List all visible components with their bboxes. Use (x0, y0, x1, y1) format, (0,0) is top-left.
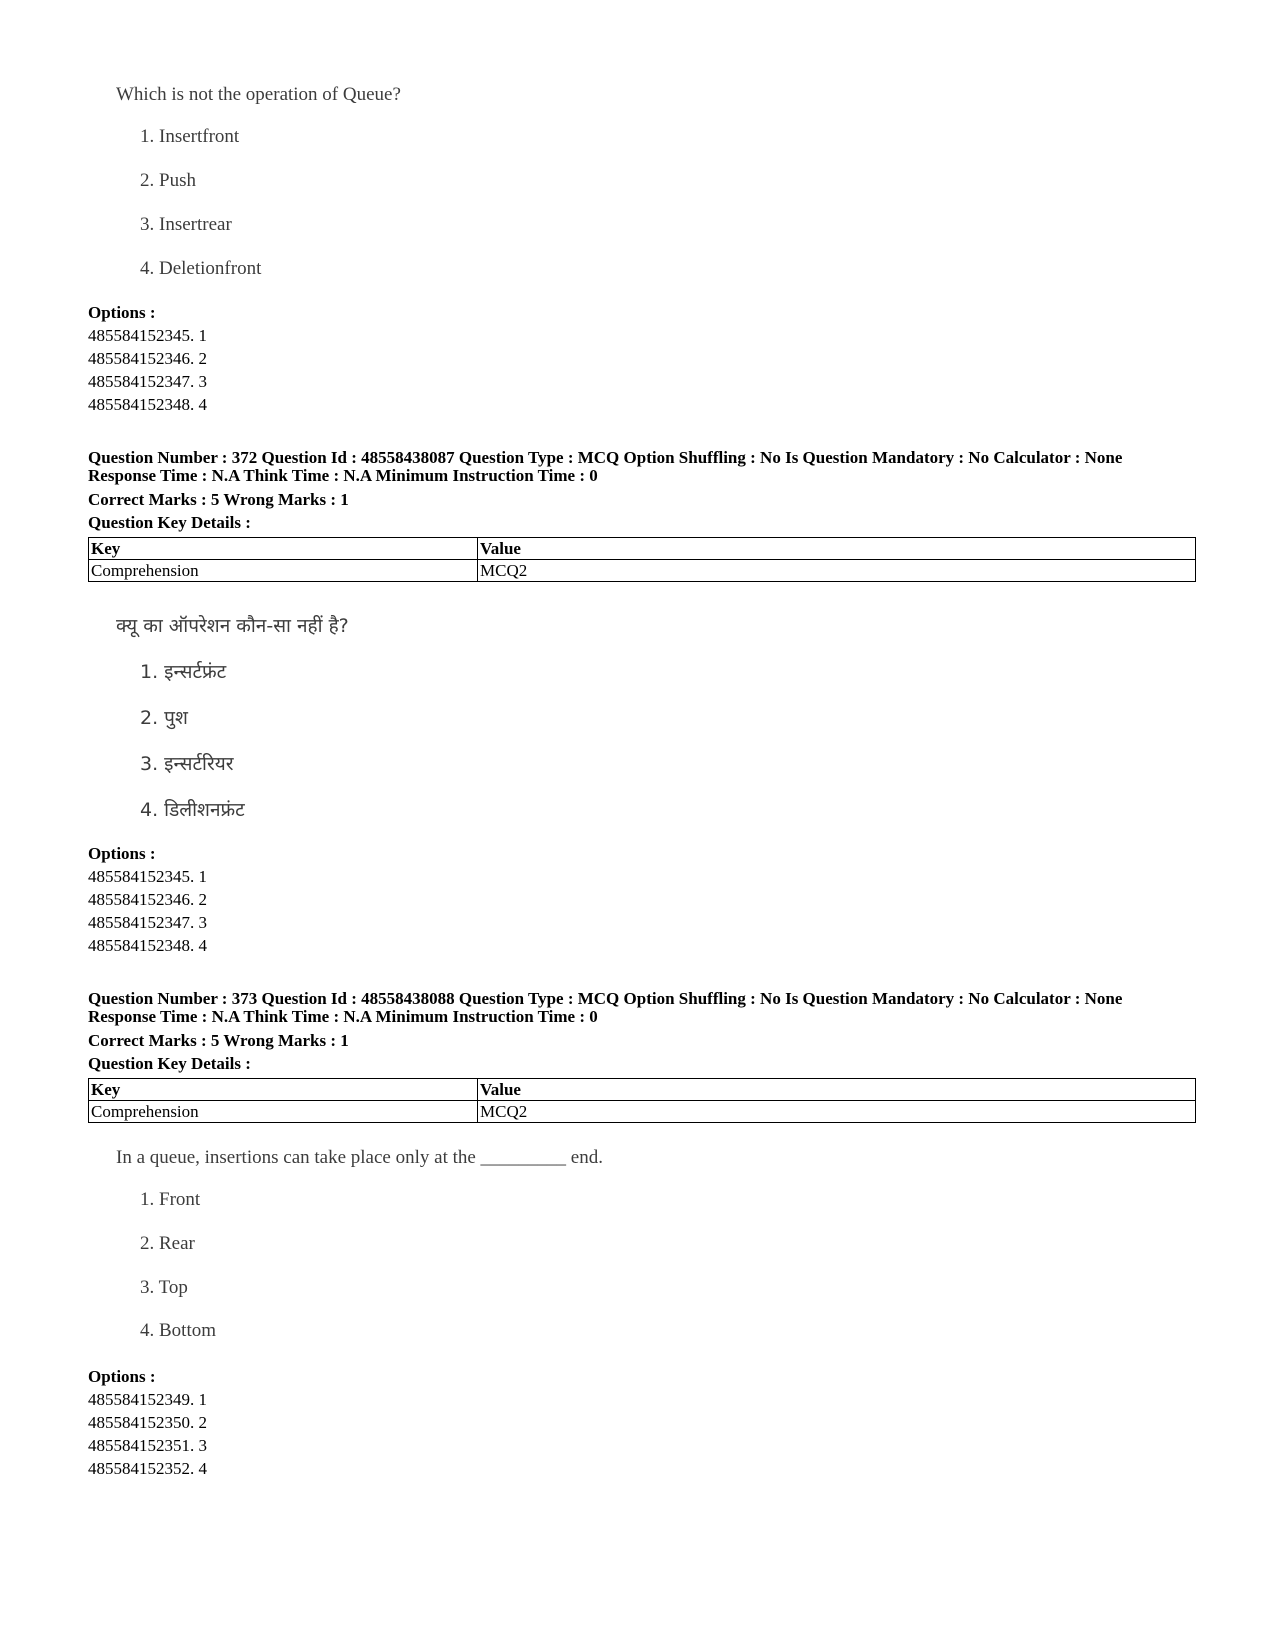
table-cell-value: MCQ2 (478, 1101, 1196, 1123)
marks-line: Correct Marks : 5 Wrong Marks : 1 (88, 490, 349, 509)
marks-line: Correct Marks : 5 Wrong Marks : 1 (88, 1031, 349, 1050)
choice-2: 2. Rear (140, 1233, 195, 1254)
question-meta-line: Response Time : N.A Think Time : N.A Minimum Instruction Time : 0 (88, 1007, 598, 1026)
table-row (89, 1101, 1196, 1123)
table-cell-value: MCQ2 (478, 560, 1196, 582)
question-stem: क्यू का ऑपरेशन कौन-सा नहीं है? (116, 615, 349, 637)
question-meta-line: Question Number : 372 Question Id : 48558438087 Question Type : MCQ Option Shuffling : No Is Question Mandatory : No Calculator : None (88, 448, 1123, 467)
choice-3: 3. इन्सर्टरियर (140, 753, 234, 775)
question-meta-line: Response Time : N.A Think Time : N.A Minimum Instruction Time : 0 (88, 466, 598, 485)
table-header-value: Value (478, 1079, 1196, 1101)
choice-3: 3. Top (140, 1277, 188, 1298)
key-details-table (88, 1078, 1196, 1123)
option-line: 485584152346. 2 (88, 890, 207, 909)
options-label: Options : (88, 844, 156, 863)
question-meta-line: Question Number : 373 Question Id : 48558438088 Question Type : MCQ Option Shuffling : No Is Question Mandatory : No Calculator : None (88, 989, 1123, 1008)
choice-1: 1. इन्सर्टफ्रंट (140, 661, 227, 683)
question-stem: Which is not the operation of Queue? (116, 84, 401, 105)
table-header-key: Key (89, 538, 478, 560)
option-line: 485584152350. 2 (88, 1413, 207, 1432)
options-label: Options : (88, 1367, 156, 1386)
choice-4: 4. Deletionfront (140, 258, 262, 279)
choice-1: 1. Front (140, 1189, 201, 1210)
option-line: 485584152347. 3 (88, 372, 207, 391)
key-details-label: Question Key Details : (88, 513, 251, 532)
choice-3: 3. Insertrear (140, 214, 232, 235)
option-line: 485584152345. 1 (88, 867, 207, 886)
table-header-key: Key (89, 1079, 478, 1101)
table-header-row (89, 1079, 1196, 1101)
key-details-table (88, 537, 1196, 582)
choice-4: 4. Bottom (140, 1320, 217, 1341)
table-header-row (89, 538, 1196, 560)
table-cell-key: Comprehension (89, 560, 478, 582)
option-line: 485584152351. 3 (88, 1436, 207, 1455)
choice-2: 2. पुश (140, 707, 188, 729)
option-line: 485584152345. 1 (88, 326, 207, 345)
option-line: 485584152349. 1 (88, 1390, 207, 1409)
choice-1: 1. Insertfront (140, 126, 240, 147)
key-details-label: Question Key Details : (88, 1054, 251, 1073)
option-line: 485584152347. 3 (88, 913, 207, 932)
choice-4: 4. डिलीशनफ्रंट (140, 799, 245, 821)
table-header-value: Value (478, 538, 1196, 560)
option-line: 485584152348. 4 (88, 395, 207, 414)
choice-2: 2. Push (140, 170, 196, 191)
option-line: 485584152348. 4 (88, 936, 207, 955)
table-cell-key: Comprehension (89, 1101, 478, 1123)
option-line: 485584152352. 4 (88, 1459, 207, 1478)
options-label: Options : (88, 303, 156, 322)
table-row (89, 560, 1196, 582)
option-line: 485584152346. 2 (88, 349, 207, 368)
question-stem: In a queue, insertions can take place only at the _________ end. (116, 1147, 603, 1168)
